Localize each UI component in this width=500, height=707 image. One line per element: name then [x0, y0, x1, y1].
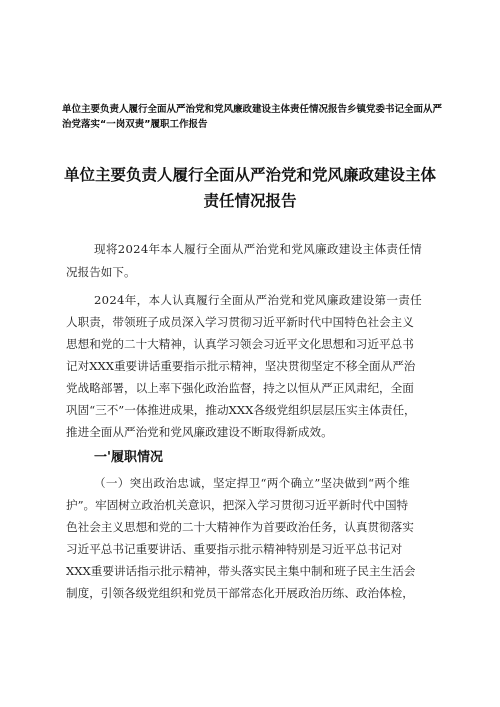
paragraph-3-line-1: （一）突出政治忠诚，坚定捍卫“两个确立”坚决做到“两个维 [94, 476, 411, 490]
header-line-2: 治党落实“一岗双责”履职工作报告 [62, 119, 208, 130]
paragraph-2-line-7: 推进全面从严治党和党风廉政建设不断取得新成效。 [66, 425, 333, 439]
header-line-1: 单位主要负责人履行全面从严治党和党风廉政建设主体责任情况报告乡镇党委书记全面从严 [62, 104, 443, 115]
paragraph-3-line-2: 护”。牢固树立政治机关意识，把深入学习贯彻习近平新时代中国特 [66, 498, 409, 512]
document-title-line-2: 责任情况报告 [203, 192, 297, 210]
paragraph-1-line-1: 现将2024年本人履行全面从严治党和党风廉政建设主体责任情 [94, 242, 423, 256]
paragraph-3-line-5: XXX重要讲话指示批示精神，带头落实民主集中制和班子民主生活会 [66, 564, 416, 578]
document-title-line-1: 单位主要负责人履行全面从严治党和党风廉政建设主体 [63, 166, 436, 184]
paragraph-3-line-4: 习近平总书记重要讲话、重要指示批示精神特别是习近平总书记对 [66, 542, 403, 556]
paragraph-2-line-2: 人职责，带领班子成员深入学习贯彻习近平新时代中国特色社会主义 [66, 315, 414, 329]
paragraph-2-line-1: 2024年，本人认真履行全面从严治党和党风廉政建设第一责任 [94, 293, 423, 307]
paragraph-2-line-5: 党战略部署，以上率下强化政治监督，持之以恒从严正风肃纪，全面 [66, 381, 414, 395]
paragraph-2-line-3: 思想和党的二十大精神，认真学习领会习近平文化思想和习近平总书 [66, 337, 414, 351]
paragraph-1-line-2: 况报告如下。 [66, 265, 136, 279]
paragraph-2-line-4: 记对XXX重要讲话重要指示批示精神，坚决贯彻坚定不移全面从严治 [66, 359, 416, 373]
paragraph-2-line-6: 巩固“三不”一体推进成果，推动XXX各级党组织层层压实主体责任， [66, 403, 416, 417]
paragraph-3-line-6: 制度，引领各级党组织和党员干部常态化开展政治历练、政治体检， [66, 586, 414, 600]
section-heading-1: 一'履职情况 [94, 450, 163, 465]
paragraph-3-line-3: 色社会主义思想和党的二十大精神作为首要政治任务，认真贯彻落实 [66, 520, 414, 534]
